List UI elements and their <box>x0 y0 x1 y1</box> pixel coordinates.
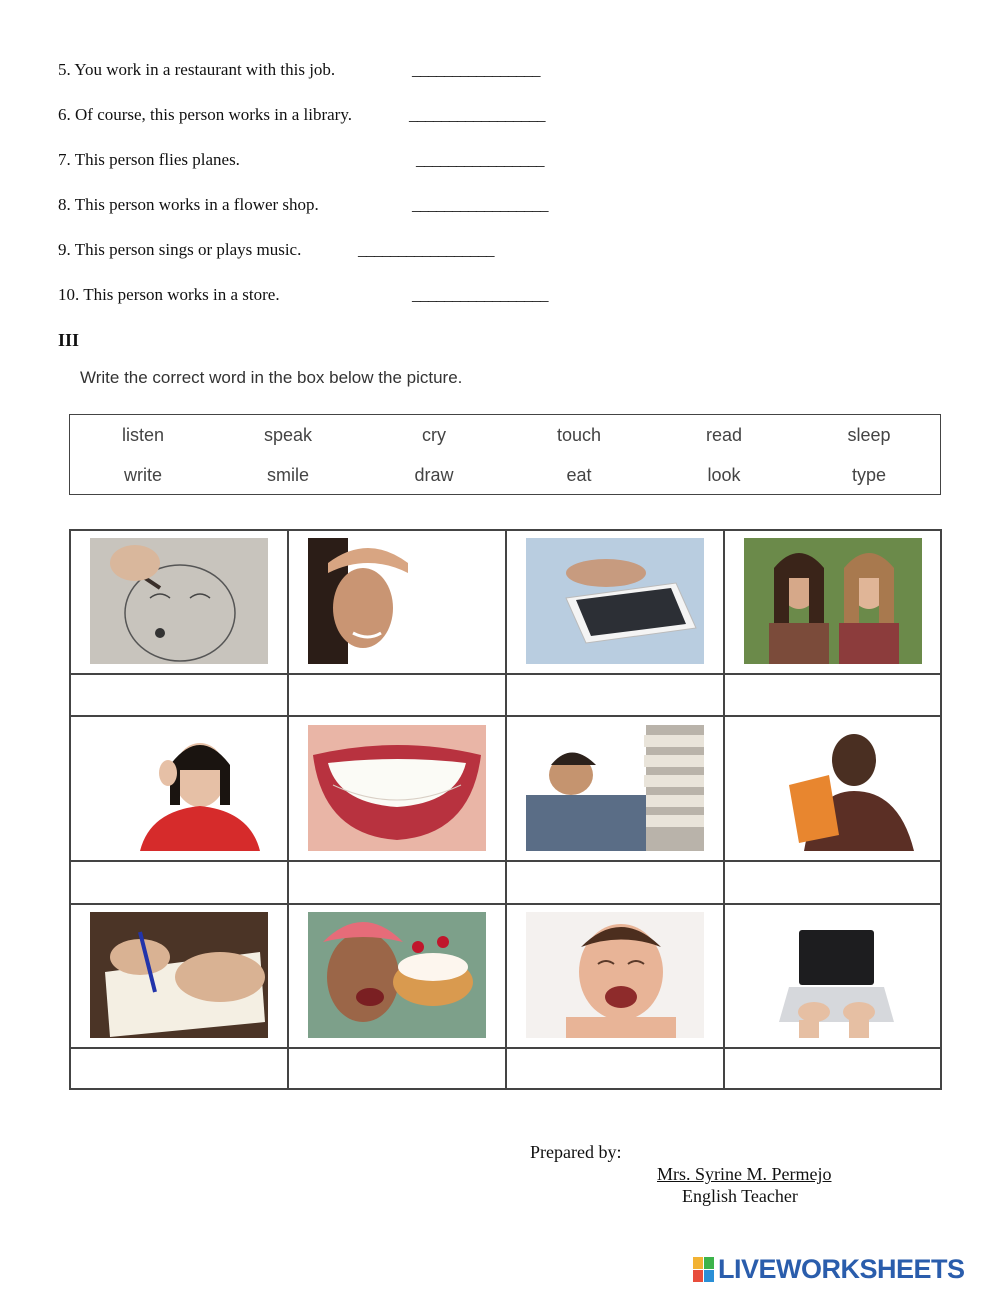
touching-tablet-icon <box>526 538 704 664</box>
answer-box-7[interactable] <box>511 865 720 903</box>
word-sleep: sleep <box>847 425 891 445</box>
section-heading: III <box>58 330 80 350</box>
word-type: type <box>851 465 887 485</box>
word-smile: smile <box>266 465 309 485</box>
word-speak: speak <box>263 425 313 445</box>
answer-blank-10[interactable]: _________________ <box>412 285 548 304</box>
question-5: 5. You work in a restaurant with this job. <box>58 60 336 79</box>
looking-woman-icon <box>308 538 486 664</box>
listening-woman-icon <box>90 725 268 851</box>
answer-box-12[interactable] <box>729 1050 938 1088</box>
answer-box-8[interactable] <box>729 865 938 903</box>
word-write: write <box>123 465 162 485</box>
question-7: 7. This person flies planes. <box>58 150 240 169</box>
smiling-mouth-icon <box>308 725 486 851</box>
word-touch: touch <box>556 425 602 445</box>
word-cry: cry <box>422 425 446 445</box>
answer-blank-7[interactable]: ________________ <box>416 150 544 169</box>
answer-box-4[interactable] <box>729 677 938 715</box>
typing-laptop-icon <box>744 912 922 1038</box>
sleeping-man-icon <box>526 725 704 851</box>
answer-box-5[interactable] <box>75 865 284 903</box>
answer-blank-9[interactable]: _________________ <box>358 240 494 259</box>
instruction-text: Write the correct word in the box below the picture. <box>80 368 463 387</box>
question-9: 9. This person sings or plays music. <box>58 240 302 259</box>
crying-baby-icon <box>526 912 704 1038</box>
word-listen: listen <box>121 425 165 445</box>
word-read: read <box>705 425 743 445</box>
answer-blank-6[interactable]: _________________ <box>409 105 545 124</box>
answer-blank-8[interactable]: _________________ <box>412 195 548 214</box>
logo-mark-icon <box>693 1257 715 1283</box>
word-look: look <box>707 465 741 485</box>
answer-blank-5[interactable]: ________________ <box>412 60 540 79</box>
word-eat: eat <box>566 465 592 485</box>
teacher-role: English Teacher <box>682 1186 798 1206</box>
answer-box-9[interactable] <box>75 1050 284 1088</box>
reading-man-icon <box>744 725 922 851</box>
answer-box-2[interactable] <box>293 677 502 715</box>
answer-box-11[interactable] <box>511 1050 720 1088</box>
writing-hand-icon <box>90 912 268 1038</box>
answer-box-3[interactable] <box>511 677 720 715</box>
logo-text: LIVEWORKSHEETS <box>718 1254 965 1284</box>
drawing-face-icon <box>90 538 268 664</box>
question-6: 6. Of course, this person works in a library. <box>58 105 352 124</box>
eating-woman-icon <box>308 912 486 1038</box>
answer-box-6[interactable] <box>293 865 502 903</box>
word-draw: draw <box>414 465 454 485</box>
picture-grid <box>69 529 942 1090</box>
speaking-friends-icon <box>744 538 922 664</box>
teacher-name: Mrs. Syrine M. Permejo <box>657 1164 832 1184</box>
answer-box-10[interactable] <box>293 1050 502 1088</box>
liveworksheets-logo[interactable] <box>693 1254 965 1285</box>
answer-box-1[interactable] <box>75 677 284 715</box>
word-bank <box>69 414 941 495</box>
question-10: 10. This person works in a store. <box>58 285 280 304</box>
prepared-by-label: Prepared by: <box>530 1142 622 1162</box>
question-8: 8. This person works in a flower shop. <box>58 195 319 214</box>
